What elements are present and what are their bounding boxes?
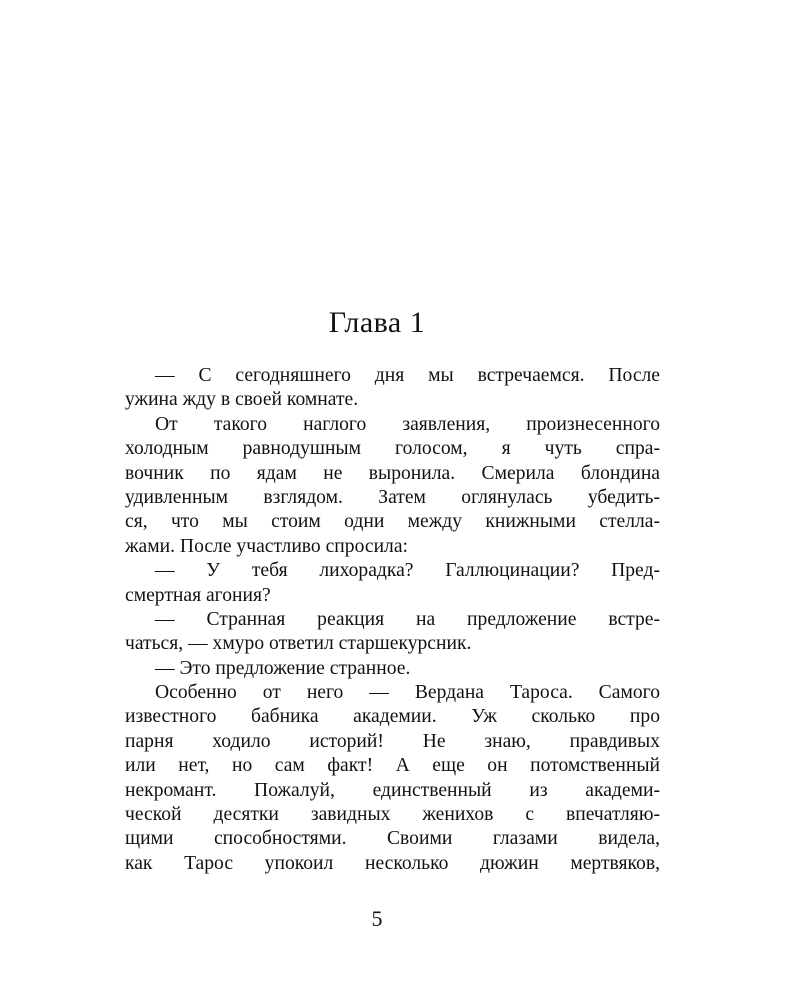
- text-line: — С сегодняшнего дня мы встречаемся. После: [155, 365, 660, 386]
- text-line: или нет, но сам факт! А еще он потомственный: [125, 755, 660, 777]
- text-line: жами. После участливо спросила:: [125, 535, 408, 557]
- text-line: чаться, — хмуро ответил старшекурсник.: [125, 633, 472, 655]
- text-line: ужина жду в своей комнате.: [125, 389, 359, 411]
- text-line: Особенно от него — Вердана Тароса. Самого: [155, 682, 660, 704]
- text-line: холодным равнодушным голосом, я чуть спра-: [125, 438, 660, 460]
- text-line: смертная агония?: [125, 584, 271, 606]
- text-line: — Странная реакция на предложение встре-: [155, 608, 660, 630]
- text-line: ческой десятки завидных женихов с впечатляю-: [125, 804, 660, 826]
- text-line: известного бабника академии. Уж сколько про: [125, 706, 660, 728]
- chapter-title: Глава 1: [328, 306, 426, 339]
- text-line: ся, что мы стоим одни между книжными стелла-: [125, 511, 660, 533]
- text-line: вочник по ядам не выронила. Смерила блондина: [125, 462, 660, 484]
- body-text: [125, 364, 660, 876]
- text-line: некромант. Пожалуй, единственный из академи-: [125, 779, 660, 801]
- text-line: От такого наглого заявления, произнесенного: [155, 413, 660, 435]
- text-line: — Это предложение странное.: [155, 657, 411, 679]
- page-number: 5: [371, 906, 383, 931]
- text-line: удивленным взглядом. Затем оглянулась убедить-: [125, 486, 660, 508]
- text-line: как Тарос упокоил несколько дюжин мертвяков,: [125, 852, 660, 874]
- text-line: парня ходило историй! Не знаю, правдивых: [125, 730, 660, 752]
- text-line: щими способностями. Своими глазами видела,: [125, 828, 660, 850]
- text-line: — У тебя лихорадка? Галлюцинации? Пред-: [155, 560, 660, 582]
